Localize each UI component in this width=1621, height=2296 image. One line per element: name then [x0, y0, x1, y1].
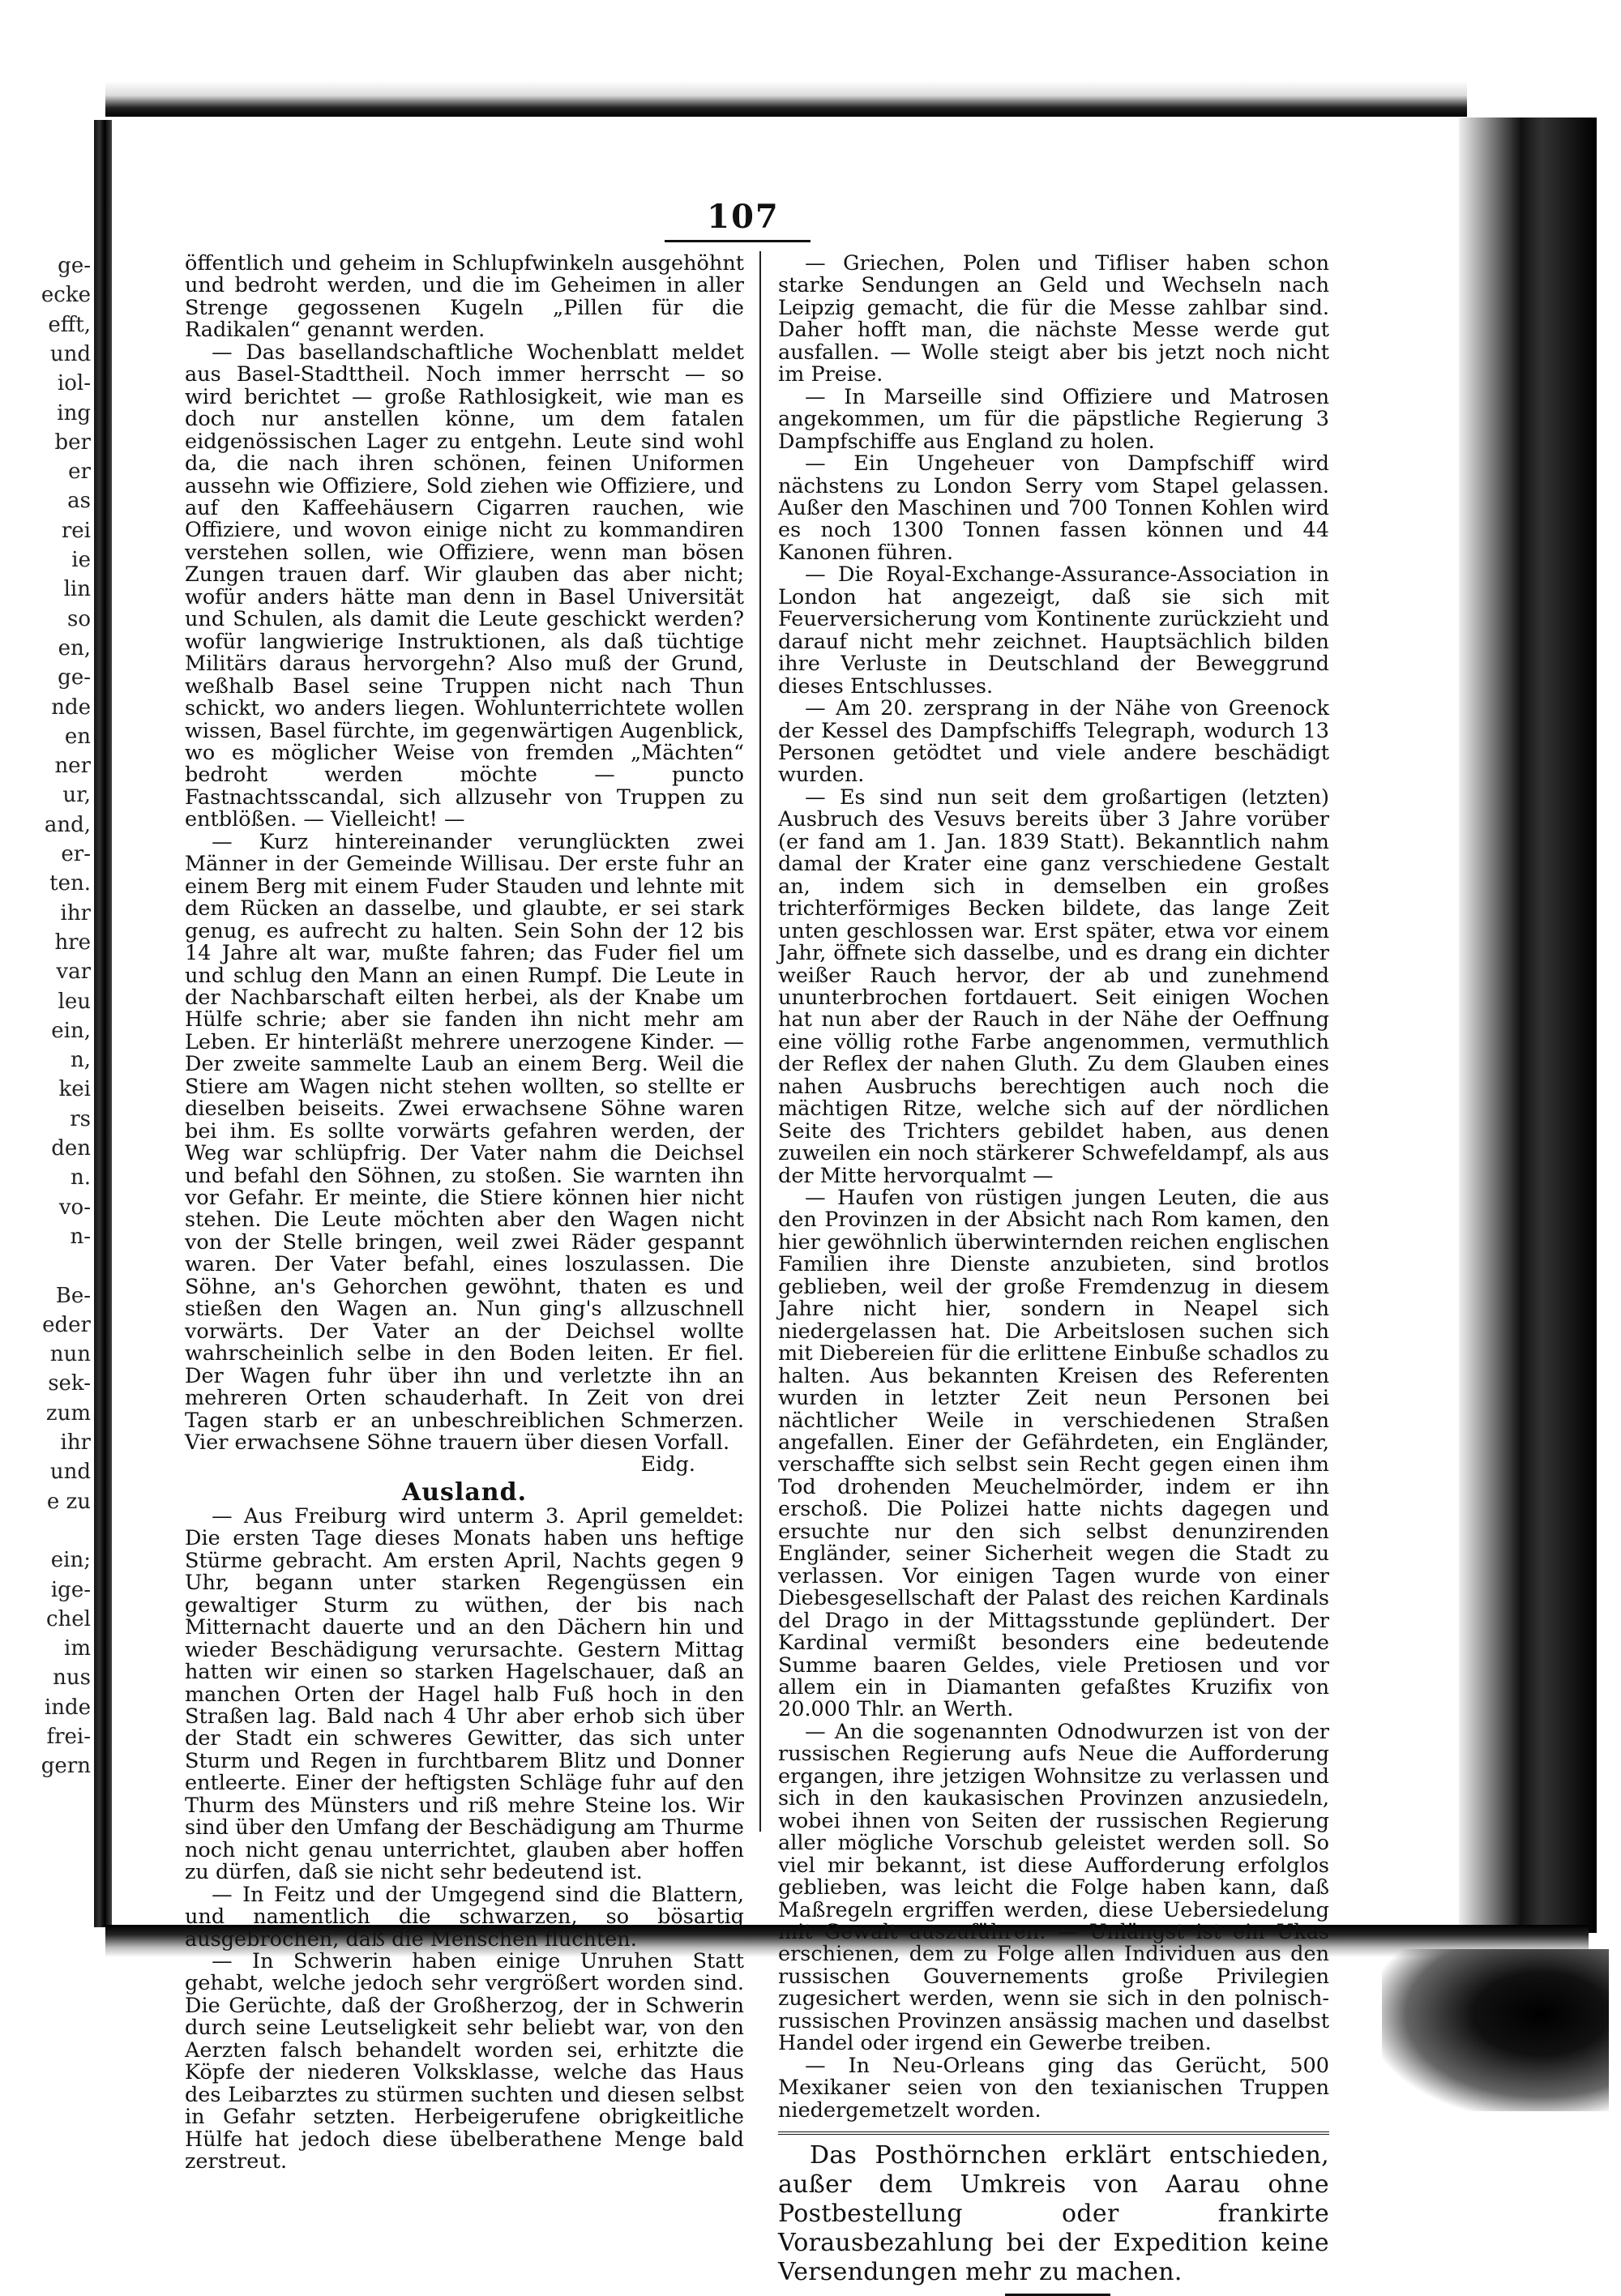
left-page-fragment: ber [54, 431, 91, 455]
left-page-fragment: e zu [46, 1490, 91, 1514]
binding-gutter [94, 120, 112, 1927]
left-page-fragment: ie [71, 549, 91, 572]
left-page-fragment: ing [57, 402, 91, 425]
article-paragraph: — Die Royal-Exchange-Assurance-Association in London hat angezeigt, daß sie sich mit Feuerversicherung vom Kontinente zurückzieht und darauf nicht mehr zeichnet. Hauptsächlich bilden ihre Verluste in Deutschland der Beweggrund dieses Entschlusses. [778, 562, 1329, 699]
article-paragraph: — An die sogenannten Odnodwurzen ist von der russischen Regierung aufs Neue die Aufforderung ergangen, ihre jetzigen Wohnsitze zu verlassen und sich in den kaukasischen Provinzen anzusiedeln, wobei ihnen von Seiten der russischen Regierung aller mögliche Vorschub geleistet werden soll. So viel mir bekannt, ist diese Aufforderung erfolglos geblieben, was leicht die Folge haben kann, daß Maßregeln ergriffen werden, diese Uebersiedelung mit Gewalt auszuführen. — Unlängst ist ein Ukas erschienen, dem zu Folge allen Individuen aus den russischen Gouvernements große Privilegien zugesichert werden, wenn sie sich in den polnisch-russischen Provinzen ansässig machen und daselbst Handel oder irgend ein Gewerbe treiben. [778, 1719, 1329, 2056]
article-paragraph: öffentlich und geheim in Schlupfwinkeln ausgehöhnt und bedroht werden, und die im Geheimen in aller Strenge gegossenen Kugeln „Pillen für die Radikalen“ genannt werden. [185, 251, 744, 343]
left-page-fragment: var [56, 961, 91, 984]
posthoernchen-notice: Das Posthörnchen erklärt entschieden, außer dem Umkreis von Aarau ohne Postbestellung oder frankirte Vorausbezahlung bei der Expedition keine Versendungen mehr zu machen. [778, 2141, 1329, 2287]
left-page-fragment: ihr [60, 902, 91, 926]
page-side-shadow [1459, 118, 1597, 1933]
left-page-fragment: iol- [57, 373, 91, 395]
article-paragraph: — In Feitz und der Umgegend sind die Blattern, und namentlich die schwarzen, so bösartig ausgebrochen, daß die Menschen flüchten. [185, 1882, 744, 1952]
article-paragraph: — Es sind nun seit dem großartigen (letzten) Ausbruch des Vesuvs bereits über 3 Jahre vorüber (er fand am 1. Jan. 1839 Statt). Bekanntlich nahm damal der Krater eine ganz verschiedene Gestalt an, indem sich in demselben ein großes trichterförmiges Becken bildete, das lange Zeit unten geschlossen war. Erst später, etwa vor einem Jahr, öffnete sich dasselbe, und es drang ein dichter weißer Rauch hervor, der ab und zunehmend ununterbrochen fortdauert. Seit einigen Wochen hat nun aber der Rauch in der Nähe der Oeffnung eine völlig rothe Farbe angenommen, vermuthlich der Reflex der nahen Gluth. Zu dem Glauben eines nahen Ausbruchs berechtigen auch noch die mächtigen Ritze, welche sich auf der nördlichen Seite des Trichters gebildet haben, aus denen zuweilen ein noch stärkerer Schwefeldampf, als aus der Mitte hervorqualmt — [778, 785, 1329, 1188]
left-page-fragment: hre [54, 931, 91, 955]
left-page-fragment: gern [41, 1755, 91, 1778]
article-paragraph: — Griechen, Polen und Tifliser haben schon starke Sendungen an Geld und Wechseln nach Leipzig gemacht, die für die Messe zahlbar sind. Daher hofft man, die nächste Messe werde gut ausfallen. — Wolle steigt aber bis jetzt noch nicht im Preise. [778, 251, 1329, 387]
left-page-fragment: eder [42, 1314, 91, 1337]
left-page-fragment: ein, [51, 1020, 91, 1043]
left-page-fragment: ge- [58, 255, 91, 278]
left-page-fragment: er [68, 461, 91, 484]
left-page-fragment: rei [61, 519, 91, 543]
left-page-fragment: und [49, 1461, 91, 1484]
left-page-fragment: so [67, 608, 91, 631]
left-page-fragment: n- [70, 1225, 91, 1249]
left-page-fragment: n, [70, 1050, 91, 1072]
left-page-fragment: vo- [58, 1196, 91, 1220]
left-page-fragment: nun [49, 1344, 91, 1366]
left-page-fragment: leu [58, 990, 91, 1014]
left-page-fragment: ur, [62, 785, 91, 807]
left-page-fragment: rs [70, 1108, 91, 1131]
article-paragraph: — Das basellandschaftliche Wochenblatt meldet aus Basel-Stadttheil. Noch immer herrscht — so wird berichtet — große Rathlosigkeit, wie man es doch nur anstellen könne, um dem fatalen eidgenössischen Lager zu entgehn. Leute sind wohl da, die nach ihren schönen, feinen Uniformen aussehn wie Offiziere, Sold ziehen wie Offiziere, und auf den Kaffeehäusern Cigarren rauchen, wie Offiziere, und wovon einige nicht zu kommandiren verstehen sollen, wie Offiziere, wenn man bösen Zungen trauen darf. Wir glauben das aber nicht; wofür anders hätte man denn in Basel Universität und Schulen, als damit die Leute geschickt werden? wofür langwierige Instruktionen, als daß tüchtige Militärs daraus hervorgehn? Also muß der Grund, weßhalb Basel seine Truppen nicht nach Thun schickt, wo anders liegen. Wohlunterrichtete wollen wissen, Basel fürchte, im gegenwärtigen Augenblick, wo es möglicher Weise von fremden „Mächten“ bedroht werden möchte — puncto Fastnachtsscandal, sich allzusehr von Truppen zu entblößen. — Vielleicht! — [185, 340, 744, 832]
left-page-fragment: ecke [41, 284, 91, 307]
article-paragraph: — Ein Ungeheuer von Dampfschiff wird nächstens zu London Serry vom Stapel gelassen. Außer den Maschinen und 700 Tonnen Kohlen wird es noch 1300 Tonnen fassen können und 44 Kanonen führen. [778, 451, 1329, 565]
scan-shadow-blob [1382, 1949, 1609, 2111]
page-number-rule [665, 240, 810, 242]
article-paragraph: — Haufen von rüstigen jungen Leuten, die aus den Provinzen in der Absicht nach Rom kamen, den hier gewöhnlich überwinternden reichen englischen Familien ihre Dienste anzubieten, sind brotlos geblieben, weil der große Fremdenzug in diesem Jahre nicht hier, sondern in Neapel sich niedergelassen hat. Die Arbeitslosen suchen sich mit Diebereien für die erlittene Einbuße schadlos zu halten. Aus bekannten Kreisen des Referenten wurden in letzter Zeit neun Personen bei nächtlicher Weile in verschiedenen Straßen angefallen. Einer der Gefährdeten, ein Engländer, verschaffte sich selbst sein Recht gegen einen ihm Tod drohenden Meuchelmörder, indem er ihn erschoß. Die Polizei hatte nichts dagegen und ersuchte nur den sich selbst denunzirenden Engländer, seiner Sicherheit wegen die Stadt zu verlassen. Vor einigen Tagen wurde von einer Diebesgesellschaft der Palast des reichen Kardinals del Drago in der Mittagsstunde geplündert. Der Kardinal vermißt besonders eine bedeutende Summe baaren Geldes, viele Pretiosen und vor allem ein in Diamanten gefaßtes Kruzifix von 20.000 Thlr. an Werth. [778, 1186, 1329, 1722]
left-page-fragment: efft, [48, 314, 91, 337]
left-column [185, 253, 744, 2174]
left-page-fragment: im [64, 1638, 91, 1661]
article-paragraph: — In Schwerin haben einige Unruhen Statt gehabt, welche jedoch sehr vergrößert worden sind. Die Gerüchte, daß der Großherzog, der in Schwerin durch seine Leutseligkeit sehr beliebt war, von den Aerzten falsch behandelt worden sei, erhitzte die Köpfe der niederen Volksklasse, welche das Haus des Leibarztes zu stürmen suchten und diesen selbst in Gefahr setzten. Herbeigerufene obrigkeitliche Hülfe hat jedoch diese übelberathene Menge bald zerstreut. [185, 1948, 744, 2174]
article-paragraph: — In Neu-Orleans ging das Gerücht, 500 Mexikaner seien von den texianischen Truppen niedergemetzelt worden. [778, 2053, 1329, 2123]
right-column [778, 253, 1329, 2296]
left-page-fragment: ge- [58, 667, 91, 690]
left-page-fragment: ein; [50, 1550, 91, 1572]
section-heading-ausland: Ausland. [401, 1477, 528, 1507]
left-page-fragment: sek- [48, 1373, 91, 1396]
left-page-fragment: zum [45, 1402, 91, 1426]
left-page-fragment: ten. [49, 873, 91, 896]
left-page-fragment: ner [54, 755, 91, 778]
previous-page-edge [0, 122, 96, 1921]
left-page-fragment: inde [44, 1696, 91, 1720]
notice-rule [778, 2131, 1329, 2135]
article-paragraph: — Am 20. zersprang in der Nähe von Greenock der Kessel des Dampfschiffs Telegraph, wodurch 13 Personen getödtet und viele andere beschädigt wurden. [778, 696, 1329, 788]
article-signature: Eidg. [640, 1454, 695, 1477]
left-page-fragment: as [67, 490, 91, 513]
left-page-fragment: kei [58, 1079, 91, 1101]
left-page-fragment: chel [45, 1608, 91, 1631]
left-page-fragment: en, [58, 637, 91, 661]
left-page-fragment: en [64, 725, 91, 749]
column-divider [759, 251, 761, 1832]
article-paragraph: — In Marseille sind Offiziere und Matrosen angekommen, um für die päpstliche Regierung 3 Dampfschiffe aus England zu holen. [778, 384, 1329, 454]
page-number: 107 [707, 198, 780, 236]
article-paragraph: — Kurz hintereinander verunglückten zwei Männer in der Gemeinde Willisau. Der erste fuhr an einem Berg mit einem Fuder Stauden und lehnte mit dem Rücken an dasselbe, und glaubte, er sei stark genug, es aufrecht zu halten. Sein Sohn der 12 bis 14 Jahre alt war, mußte fahren; das Fuder fiel um und schlug den Mann an einen Rumpf. Die Leute in der Nachbarschaft eilten herbei, als der Knabe um Hülfe schrie; aber sie fanden ihn nicht mehr am Leben. Er hinterläßt mehrere unerzogene Kinder. — Der zweite sammelte Laub an einem Berg. Weil die Stiere am Wagen nicht stehen wollten, so stellte er dieselben beiseits. Zwei erwachsene Söhne waren bei ihm. Es sollte vorwärts gefahren werden, der Weg war schlüpfrig. Der Vater nahm die Deichsel und befahl den Söhnen, zu stoßen. Sie warnten ihn vor Gefahr. Er meinte, die Stiere können hier nicht stehen. Die Leute möchten aber den Wagen nicht von der Stelle bringen, weil zwei Räder gespannt waren. Der Vater befahl, eines loszulassen. Die Söhne, an's Gehorchen gewöhnt, thaten es und stießen den Wagen an. Nun ging's allzuschnell vorwärts. Der Vater an der Deichsel wollte wahrscheinlich selbe in den Boden leiten. Er fiel. Der Wagen fuhr über ihn und verletzte ihn an mehreren Orten schauderhaft. In Zeit von drei Tagen starb er an unbeschreiblichen Schmerzen. Vier erwachsene Söhne trauern über diesen Vorfall. [185, 829, 744, 1456]
left-page-fragment: und [49, 343, 91, 366]
left-page-fragment: Be- [55, 1285, 91, 1308]
left-page-fragment: ige- [50, 1579, 91, 1602]
article-paragraph: — Aus Freiburg wird unterm 3. April gemeldet: Die ersten Tage dieses Monats haben uns heftige Stürme gebracht. Am ersten April, Nachts gegen 9 Uhr, begann unter starken Regengüssen ein gewaltiger Sturm zu wüthen, der bis nach Mitternacht dauerte und an den Dächern hin und wieder Beschädigung verursachte. Gestern Mittag hatten wir einen so starken Hagelschauer, daß an manchen Orten der Hagel halb Fuß hoch in den Straßen lag. Bald nach 4 Uhr aber erhob sich über der Stadt ein schweres Gewitter, das sich unter Sturm und Regen in furchtbarem Blitz und Donner entleerte. Einer der heftigsten Schläge fuhr auf den Thurm des Münsters und riß mehre Steine los. Wir sind über den Umfang der Beschädigung am Thurme noch nicht genau unterrichtet, glauben aber hoffen zu dürfen, daß sie nicht sehr bedeutend ist. [185, 1503, 744, 1885]
left-page-fragment: nde [51, 696, 91, 720]
left-page-fragment: nus [53, 1667, 91, 1690]
left-page-fragment: lin [63, 579, 91, 601]
left-page-fragment: and, [44, 814, 91, 837]
left-page-fragment: ihr [60, 1432, 91, 1455]
left-page-fragment: den [51, 1138, 91, 1161]
scan-top-edge [105, 81, 1467, 117]
left-page-fragment: n. [70, 1167, 91, 1190]
left-page-fragment: frei- [46, 1726, 91, 1749]
left-page-fragment: er- [61, 844, 91, 866]
